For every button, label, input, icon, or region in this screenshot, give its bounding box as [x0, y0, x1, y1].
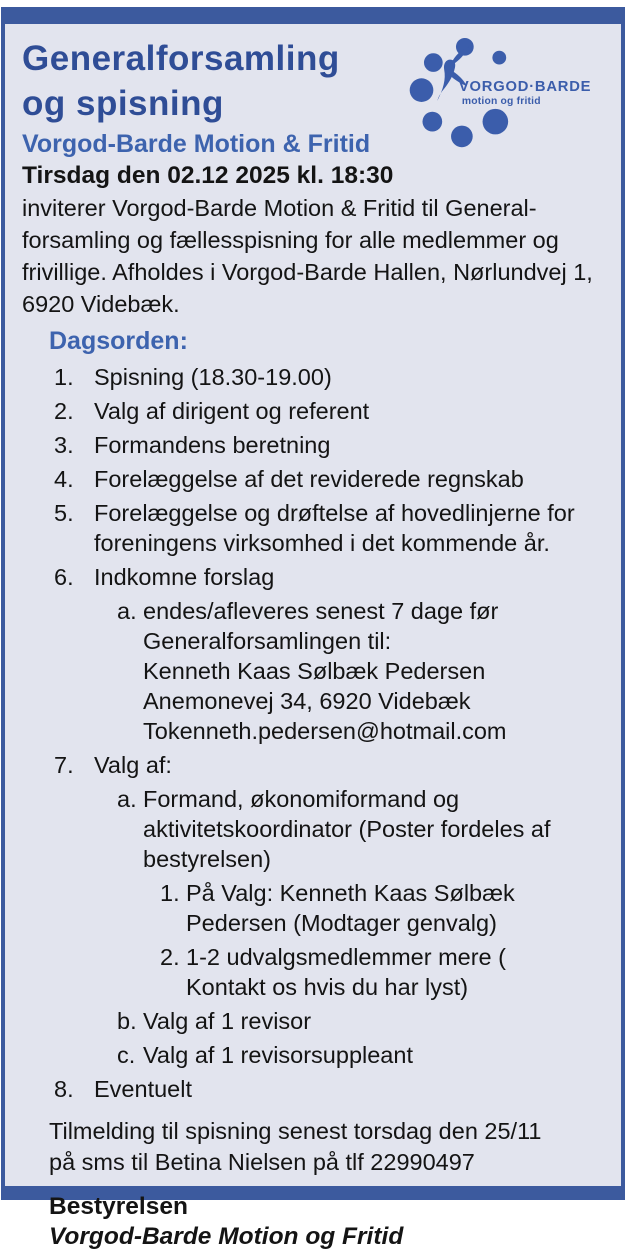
intro-paragraph — [22, 192, 611, 320]
agenda-item-text: Pedersen (Modtager genvalg) — [186, 910, 497, 936]
page-title-line1: Generalforsamling — [22, 39, 340, 78]
agenda-item-marker: 2. — [54, 398, 74, 424]
intro-line: frivillige. Afholdes i Vorgod-Barde Hallen, Nørlundvej 1, — [22, 259, 593, 285]
agenda-item-text: Valg af: — [94, 752, 172, 778]
club-logo-graphic — [409, 34, 627, 162]
agenda-item-7b — [117, 1006, 611, 1036]
agenda-item-marker: a. — [117, 786, 137, 812]
agenda-item-7a1 — [160, 878, 611, 938]
agenda-item-text: Kenneth Kaas Sølbæk Pedersen — [143, 658, 486, 684]
logo-tagline: motion og fritid — [461, 95, 541, 107]
agenda-item-marker: 7. — [54, 752, 74, 778]
logo-dot — [422, 112, 442, 132]
agenda-item-8 — [54, 1074, 611, 1104]
agenda-item-text: aktivitetskoordinator (Poster fordeles af — [143, 816, 551, 842]
agenda-item-1 — [54, 362, 611, 392]
agenda-item-text: Tokenneth.pedersen@hotmail.com — [143, 718, 507, 744]
logo-wordmark: VORGOD·BARDE — [458, 79, 592, 96]
agenda-item-6a — [117, 596, 611, 746]
agenda-item-text: Formand, økonomiformand og — [143, 786, 460, 812]
footer — [49, 1116, 611, 1250]
agenda-item-marker: 8. — [54, 1076, 74, 1102]
agenda-item-7 — [54, 750, 611, 780]
agenda-item-text: På Valg: Kenneth Kaas Sølbæk — [186, 880, 515, 906]
agenda-item-7a — [117, 784, 611, 874]
agenda-item-marker: 4. — [54, 466, 74, 492]
flyer-frame — [1, 7, 625, 1250]
agenda-item-text: Formandens beretning — [94, 432, 331, 458]
agenda-item-marker: 2. — [160, 944, 180, 970]
agenda-item-text: Valg af dirigent og referent — [94, 398, 370, 424]
logo-dot — [451, 126, 473, 148]
agenda-item-text: Forelæggelse af det reviderede regnskab — [94, 466, 524, 492]
agenda-item-text: 1-2 udvalgsmedlemmer mere ( — [186, 944, 506, 970]
signature-org: Vorgod-Barde Motion og Fritid — [49, 1223, 404, 1250]
agenda-item-7a2 — [160, 942, 611, 1002]
logo-dot — [492, 51, 506, 65]
flyer-content — [5, 24, 621, 1250]
agenda-item-2 — [54, 396, 611, 426]
agenda-item-marker: a. — [117, 598, 137, 624]
page-title-line2: og spisning — [22, 84, 224, 123]
event-date: Tirsdag den 02.12 2025 kl. 18:30 — [22, 162, 394, 189]
logo-dot — [424, 53, 443, 72]
agenda-item-marker: 1. — [54, 364, 74, 390]
agenda-item-text: Spisning (18.30-19.00) — [94, 364, 332, 390]
agenda-item-marker: 5. — [54, 500, 74, 526]
intro-line: forsamling og fællesspisning for alle medlemmer og — [22, 227, 559, 253]
intro-line: inviterer Vorgod-Barde Motion & Fritid til General- — [22, 195, 537, 221]
signup-line: på sms til Betina Nielsen på tlf 22990497 — [49, 1149, 475, 1175]
agenda-item-marker: 3. — [54, 432, 74, 458]
agenda-item-text: Eventuelt — [94, 1076, 192, 1102]
agenda-item-7c — [117, 1040, 611, 1070]
club-logo — [409, 34, 627, 162]
agenda-item-text: Indkomne forslag — [94, 564, 275, 590]
agenda-item-text: foreningens virksomhed i det kommende år. — [94, 530, 550, 556]
agenda-item-text: Kontakt os hvis du har lyst) — [186, 974, 469, 1000]
agenda-item-text: endes/afleveres senest 7 dage før — [143, 598, 499, 624]
signature: Bestyrelsen — [49, 1193, 188, 1220]
agenda-item-text: Valg af 1 revisor — [143, 1008, 312, 1034]
logo-dot — [483, 109, 509, 135]
agenda-item-4 — [54, 464, 611, 494]
agenda-item-marker: 1. — [160, 880, 180, 906]
agenda-heading: Dagsorden: — [49, 327, 188, 355]
agenda-item-text: Forelæggelse og drøftelse af hovedlinjerne for — [94, 500, 575, 526]
subtitle: Vorgod-Barde Motion & Fritid — [22, 130, 371, 158]
agenda-item-text: Valg af 1 revisorsuppleant — [143, 1042, 413, 1068]
agenda-item-text: Generalforsamlingen til: — [143, 628, 392, 654]
agenda-item-text: Anemonevej 34, 6920 Videbæk — [143, 688, 471, 714]
signup-note — [49, 1116, 611, 1178]
agenda-item-3 — [54, 430, 611, 460]
agenda-item-6 — [54, 562, 611, 592]
logo-dot — [410, 78, 434, 102]
agenda-list — [22, 362, 611, 1104]
agenda-item-text: bestyrelsen) — [143, 846, 271, 872]
signup-line: Tilmelding til spisning senest torsdag den 25/11 — [49, 1118, 542, 1144]
agenda-item-marker: c. — [117, 1042, 136, 1068]
agenda-item-5 — [54, 498, 611, 558]
intro-line: 6920 Videbæk. — [22, 291, 180, 317]
agenda-item-marker: 6. — [54, 564, 74, 590]
agenda-item-marker: b. — [117, 1008, 137, 1034]
